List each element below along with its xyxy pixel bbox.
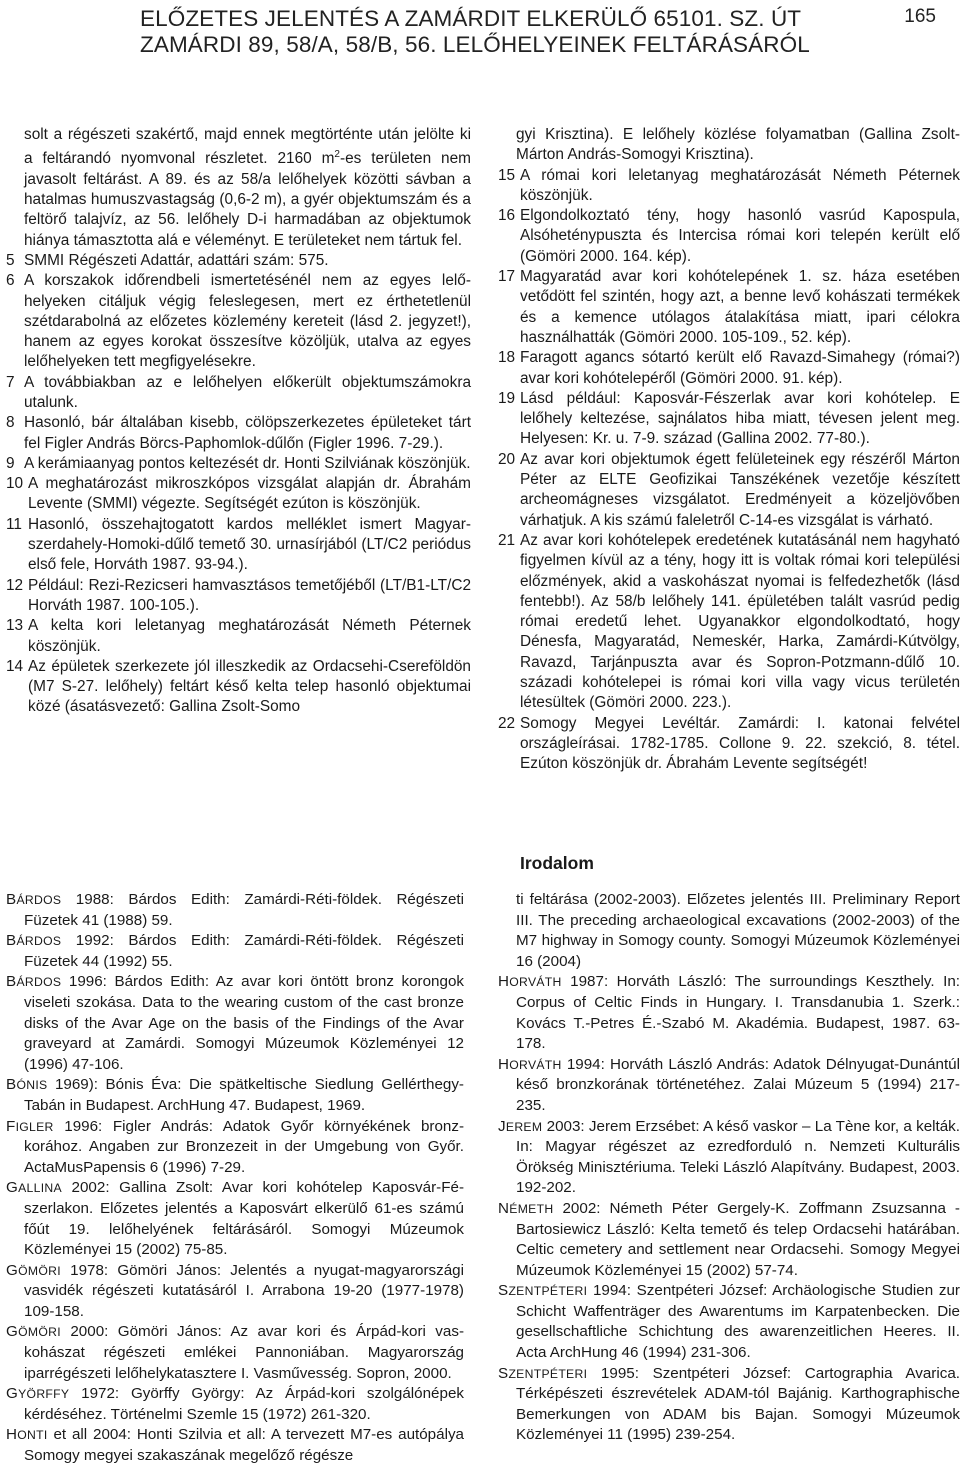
reference-author-rest: ONTI	[17, 1428, 48, 1443]
reference-author	[6, 893, 61, 907]
reference-author-rest: ÁRDOS	[16, 934, 62, 949]
footnote	[6, 474, 471, 515]
reference-text: 2002: Németh Péter Gergely-K. Zoffmann Zsuzsanna -Bartosiewicz László: Kelta temető és telep Ordacsehi határában. Celtic cemetery and settlement near Ordacsehi. Somogy Megyei Múzeumok Közleményei 15 (2002) 57-74.	[516, 1199, 960, 1279]
page-number: 165	[904, 6, 936, 27]
reference-text: 1992: Bárdos Edith: Zamárdi-Réti-földek. Régészeti Füzetek 44 (1992) 55.	[24, 932, 464, 970]
reference-text: 1978: Gömöri János: Jelentés a nyugat-magyarországi vasvidék régészeti kutatásáról I. Arrabona 19-20 (1977-1978) 109-158.	[24, 1261, 464, 1320]
footnote-text: A korszakok időrendbeli ismertetésénél nem az egyes lelőhelyeken citáljuk végig feleslegesen, mert ez érthetetlenül szétdarabolná az előzetes közlemény kereteit (lásd 2. jegyzet!), hanem az egyes korokat összesítve közöljük, utalva az egyes lelőhelyeken tett megfigyelésekre.	[24, 272, 471, 371]
reference-author-initial: S	[498, 1364, 509, 1382]
running-title-line-1: ELŐZETES JELENTÉS A ZAMÁRDIT ELKERÜLŐ 65101. SZ. ÚT	[140, 6, 802, 31]
note-continuation-text-b: -es területen nem javasolt feltárást. A 89. és az 58/a lelőhelyek közötti sávban a hatalmas humuszvastagság (0,6-2 m), a gyér objektumszám és a feltörő talajvíz, az 56. lelőhely D-i harmadában az objektumok hiánya támasztotta alá e véleményt. E területeket nem tártuk fel.	[24, 150, 471, 249]
footnote-number: 10	[6, 475, 24, 493]
footnote-number: 7	[6, 373, 15, 391]
footnote-text: Magyaratád avar kori kohótelepének 1. sz. háza esetében vetődött fel szintén, hogy azt, a benne levő kohászati termékek és a kemence utólagos átalakítása miatt, ipari célokra használhatták (Gömöri 2000. 105-109., 52. kép).	[520, 268, 960, 346]
footnote-text: Somogy Megyei Levéltár. Zamárdi: I. katonai felvétel országleírásai. 1782-1785. Collone 9. 22. szekció, 8. tétel. Ezúton köszönjük dr. Ábrahám Levente segítségét!	[520, 714, 960, 773]
footnote-text: Faragott agancs sótartó került elő Ravazd-Simahegy (római?) avar kori kohótelepéről (Gömöri 2000. 91. kép).	[520, 349, 960, 387]
reference-author	[6, 1325, 61, 1339]
reference-entry	[6, 931, 464, 972]
reference-text: 1996: Figler András: Adatok Győr környékének bronzkorához. Angaben zur Bronzezeit in der Umgebung von Győr. ActaMusPapensis 6 (1996) 7-29.	[24, 1117, 464, 1176]
reference-text: 1969): Bónis Éva: Die spätkeltische Siedlung Gellérthegy-Tabán in Budapest. ArchHung 47. Budapest, 1969.	[24, 1076, 464, 1114]
reference-text: 1972: Györffy György: Az Árpád-kori szolgálónépek kérdéséhez. Történelmi Szemle 15 (1972) 261-320.	[24, 1385, 464, 1423]
reference-entry	[6, 1117, 464, 1179]
footnote-number: 11	[6, 515, 22, 533]
footnote	[498, 348, 960, 389]
footnote	[6, 576, 471, 617]
footnote-number: 21	[498, 531, 516, 549]
footnote-text: A továbbiakban az e lelőhelyen előkerült objektumszámokra utalunk.	[24, 373, 471, 411]
footnote	[6, 454, 471, 474]
reference-author-initial: S	[498, 1282, 509, 1300]
reference-entry	[6, 1261, 464, 1323]
reference-author	[498, 1199, 554, 1217]
reference-author-rest: ÉMETH	[509, 1201, 554, 1216]
note-continuation	[6, 125, 471, 251]
reference-author-initial: F	[6, 1117, 16, 1135]
footnote-number: 18	[498, 349, 516, 367]
reference-author-initial: G	[6, 1179, 19, 1197]
reference-entry	[6, 1322, 464, 1384]
footnote-text: A római kori leletanyag meghatározását Németh Péternek köszönjük.	[520, 166, 960, 204]
reference-author-rest: EREM	[505, 1119, 543, 1134]
bibliography-heading: Irodalom	[520, 853, 594, 873]
footnote	[6, 413, 471, 454]
reference-text: 1994: Horváth László András: Adatok Délnyugat-Dunántúl késő bronzkorának történetéhez. Zalai Múzeum 5 (1994) 217-235.	[516, 1055, 960, 1114]
reference-author	[498, 1117, 543, 1135]
reference-author-initial: H	[498, 1055, 510, 1073]
reference-entry	[6, 1384, 464, 1425]
footnote-text: SMMI Régészeti Adattár, adattári szám: 575.	[24, 251, 329, 269]
reference-author	[6, 975, 61, 989]
reference-text: et all 2004: Honti Szilvia et all: A tervezett M7-es autópálya Somogy megyei szakaszának megelőző régésze	[24, 1426, 464, 1465]
reference-author-initial: G	[6, 1385, 19, 1403]
reference-entry	[6, 1425, 464, 1466]
footnote-number: 12	[6, 576, 24, 594]
reference-author-rest: ORVÁTH	[509, 1057, 562, 1072]
reference-author-initial: H	[6, 1426, 18, 1444]
reference-author-initial: B	[6, 973, 17, 991]
footnote-text: Lásd például: Kaposvár-Fészerlak avar kori kohótelep. E lelőhely keltezése, sajnálatos hiba miatt, tévesen jelent meg. Helyesen: Kr. u. 7-9. század (Gallina 2002. 77-80.).	[520, 389, 960, 448]
superscript: 2	[334, 149, 340, 161]
reference-author-rest: ORVÁTH	[509, 975, 562, 990]
footnote	[498, 450, 960, 531]
footnote-number: 13	[6, 617, 24, 635]
reference-author	[498, 1055, 562, 1073]
references-list-right	[498, 972, 960, 1446]
reference-author-initial: H	[498, 973, 510, 991]
reference-entry	[498, 972, 960, 1054]
reference-author-rest: ÓNIS	[16, 1078, 48, 1093]
reference-author	[498, 975, 562, 989]
reference-author-rest: ÁRDOS	[16, 893, 62, 907]
note-continuation-text-a: solt a régészeti szakértő, majd ennek megtörténte után jelölte ki a feltárandó nyomvonal részletet. 2160 m	[24, 126, 471, 168]
footnote	[498, 531, 960, 714]
reference-author	[6, 1117, 54, 1135]
footnote-text: Hasonló, bár általában kisebb, cölöpszerkezetes épületeket tárt fel Figler András Börcs-Paphomlok-dűlőn (Figler 1996. 7-29.).	[24, 414, 471, 452]
reference-text: 1995: Szentpéteri József: Cartographia Avarica. Térképészeti észrevételek ADAM-tól Bajánig. Karthographische Bemerkungen von ADAM bis Bajan. Somogyi Múzeumok Közleményei 11 (1995) 239-254.	[516, 1364, 960, 1444]
reference-author	[6, 1181, 62, 1195]
reference-author-initial: B	[6, 891, 17, 908]
footnote-text: Hasonló, összehajtogatott kardos melléklet ismert Magyarszerdahely-Homoki-dűlő temető 30. urnasírjából (LT/C2 periódus első fele, Horváth 1987. 93-94.).	[28, 515, 471, 574]
footnote-text: Az avar kori objektumok égett felületeinek egy részéről Márton Péter az ELTE Geofizikai Tanszékének vezetője készített archeomágneses vizsgálatot. Eredményeit a közeljövőben várhatjuk. A kis számú faleletről C-14-es vizsgálat is várható.	[520, 450, 960, 529]
reference-author-initial: J	[498, 1117, 506, 1135]
footnote-text: A meghatározást mikroszkópos vizsgálat alapján dr. Ábrahám Levente (SMMI) végezte. Segítségét ezúton is köszönjük.	[28, 475, 471, 513]
reference-entry	[6, 1178, 464, 1260]
reference-entry	[498, 1117, 960, 1199]
reference-author-rest: ALLINA	[18, 1181, 62, 1196]
reference-author-initial: N	[498, 1199, 510, 1217]
reference-entry	[498, 1199, 960, 1281]
footnote-text: Elgondolkoztató tény, hogy hasonló vasrúd Kapospula, Alsóheténypuszta és Intercisa római kori telepén került elő (Gömöri 2000. 164. kép).	[520, 207, 960, 265]
footnote-number: 9	[6, 454, 15, 472]
footnote-number: 17	[498, 268, 516, 286]
footnote-number: 8	[6, 414, 15, 432]
reference-author-rest: ZENTPÉTERI	[508, 1366, 588, 1381]
footnote-number: 16	[498, 207, 516, 225]
note-continuation-right: gyi Krisztina). E lelőhely közlése folyamatban (Gallina Zsolt-Márton András-Somogyi Krisztina).	[516, 126, 960, 164]
reference-text: 2003: Jerem Erzsébet: A késő vaskor – La Tène kor, a kelták. In: Magyar régészet az ezredforduló n. Nemzeti Kulturális Örökség Minisztériuma. Teleki László Alapítvány. Budapest, 2003. 192-202.	[516, 1117, 960, 1197]
notes-list-left	[6, 251, 471, 718]
reference-author-initial: G	[6, 1323, 19, 1341]
footnote-number: 14	[6, 657, 24, 675]
footnote-number: 15	[498, 166, 516, 184]
footnote	[498, 714, 960, 775]
footnote-text: A kerámiaanyag pontos keltezését dr. Honti Szilviának köszönjük.	[24, 454, 471, 472]
reference-entry	[498, 1055, 960, 1117]
reference-text: 1994: Szentpéteri József: Archäologische Studien zur Schicht Waffenträger des Awarentums im Karpatenbecken. Die gesellschaftliche Schichtung des awarenzeitlichen Heeres. II. Acta ArchHung 46 (1994) 231-306.	[516, 1282, 960, 1362]
footnote-number: 22	[498, 714, 516, 732]
footnote-text: A kelta kori leletanyag meghatározását Németh Péternek köszönjük.	[28, 617, 471, 655]
footnote	[6, 616, 471, 657]
reference-continuation: ti feltárása (2002-2003). Előzetes jelentés III. Preliminary Report III. The preceding archaeological excavations (2002-2003) of the M7 highway in Somogy county. Somogyi Múzeumok Közleményei 16 (2004)	[516, 891, 960, 970]
reference-author	[6, 1428, 48, 1442]
reference-author	[6, 934, 61, 948]
reference-text: 2002: Gallina Zsolt: Avar kori kohótelep Kaposvár-Fészerlakon. Előzetes jelentés a Kaposvárt elkerülő 61-es számú főút 19. lelőhelyének feltárásáról. Somogyi Múzeumok Közleményei 15 (2002) 75-85.	[24, 1179, 464, 1259]
footnote-number: 20	[498, 450, 516, 468]
reference-entry	[6, 1075, 464, 1116]
reference-author-rest: ZENTPÉTERI	[508, 1284, 588, 1299]
reference-author	[6, 1387, 69, 1401]
footnote	[498, 389, 960, 450]
notes-column-left	[6, 125, 471, 718]
footnote	[498, 267, 960, 348]
reference-author	[498, 1284, 587, 1298]
reference-author-initial: B	[6, 932, 17, 950]
footnote	[6, 373, 471, 414]
reference-entry	[6, 890, 464, 931]
reference-author	[498, 1364, 588, 1382]
bibliography-column-right	[498, 890, 960, 1446]
footnote	[498, 166, 960, 207]
footnote-number: 5	[6, 251, 15, 269]
footnote	[6, 515, 471, 576]
reference-author-initial: G	[6, 1261, 19, 1279]
footnote-text: Az épületek szerkezete jól illeszkedik az Ordacsehi-Csereföldön (M7 S-27. lelőhely) feltárt késő kelta telep hasonló objektumai közé (ásatásvezető: Gallina Zsolt-Somo	[28, 657, 471, 716]
footnote	[6, 657, 471, 718]
reference-entry	[498, 1281, 960, 1363]
footnote-text: Például: Rezi-Rezicseri hamvasztásos temetőjéből (LT/B1-LT/C2 Horváth 1987. 100-105.).	[28, 576, 471, 614]
reference-author-rest: ÖMÖRI	[18, 1325, 61, 1340]
footnote-text: Az avar kori kohótelepek eredetének kutatásánál nem hagyható figyelmen kívül az a tény, hogy itt is voltak római kori települési előzmények, akid a vaskohászat nyomai is felfedezhetők (lásd fentebb!). Az 58/b lelőhely 141. épületében talált vasrúd pedig római eredetű lehet. Ugyanakkor elgondolkodtató, hogy Dénesfa, Magyaratád, Nemeskér, Harka, Zamárdi-Kútvölgy, Ravazd, Tarjánpuszta avar és Sopron-Potzmann-dűlő 10. századi kohótelepei is római kori villa vagy vicus területén létesültek (Gömöri 2000. 223.).	[520, 531, 960, 712]
reference-author-rest: IGLER	[15, 1119, 54, 1134]
footnote-number: 6	[6, 272, 15, 290]
reference-author-rest: ÁRDOS	[16, 975, 62, 990]
reference-author-rest: ÖMÖRI	[18, 1263, 61, 1278]
footnote	[498, 206, 960, 267]
running-header	[0, 0, 960, 62]
reference-author	[6, 1078, 47, 1092]
running-title-line-2: ZAMÁRDI 89, 58/A, 58/B, 56. LELŐHELYEINEK FELTÁRÁSÁRÓL	[140, 32, 810, 57]
reference-text: 1996: Bárdos Edith: Az avar kori öntött bronz korongok viseleti szokása. Data to the wearing custom of the cast bronze disks of the Avar Age on the basis of the Findings of the Avar graveyard at Zamárdi. Somogyi Múzeumok Közleményei 12 (1996) 47-106.	[24, 973, 464, 1073]
reference-author	[6, 1261, 61, 1279]
reference-text: 1988: Bárdos Edith: Zamárdi-Réti-földek. Régészeti Füzetek 41 (1988) 59.	[24, 891, 464, 929]
footnote	[6, 271, 471, 372]
notes-column-right	[498, 125, 960, 775]
reference-entry	[6, 972, 464, 1075]
reference-text: 1987: Horváth László: The surroundings Keszthely. In: Corpus of Celtic Finds in Hungary. I. Transdanubia 1. Szerk.: Kovács T.-Petres É.-Szabó M. Akadémia. Budapest, 1987. 63-178.	[516, 973, 960, 1053]
notes-list-right	[498, 166, 960, 775]
reference-author-initial: B	[6, 1076, 17, 1094]
reference-author-rest: YÖRFFY	[18, 1387, 70, 1402]
reference-text: 2000: Gömöri János: Az avar kori és Árpád-kori vaskohászat régészeti emlékei Pannoniában. Magyarország iparrégészeti lelőhelykatasztere I. Vasművesség. Sopron, 2000.	[24, 1323, 464, 1382]
bibliography-column-left	[6, 890, 464, 1467]
running-title	[140, 6, 810, 58]
reference-entry	[498, 1364, 960, 1446]
footnote-number: 19	[498, 389, 516, 407]
footnote	[6, 251, 471, 271]
